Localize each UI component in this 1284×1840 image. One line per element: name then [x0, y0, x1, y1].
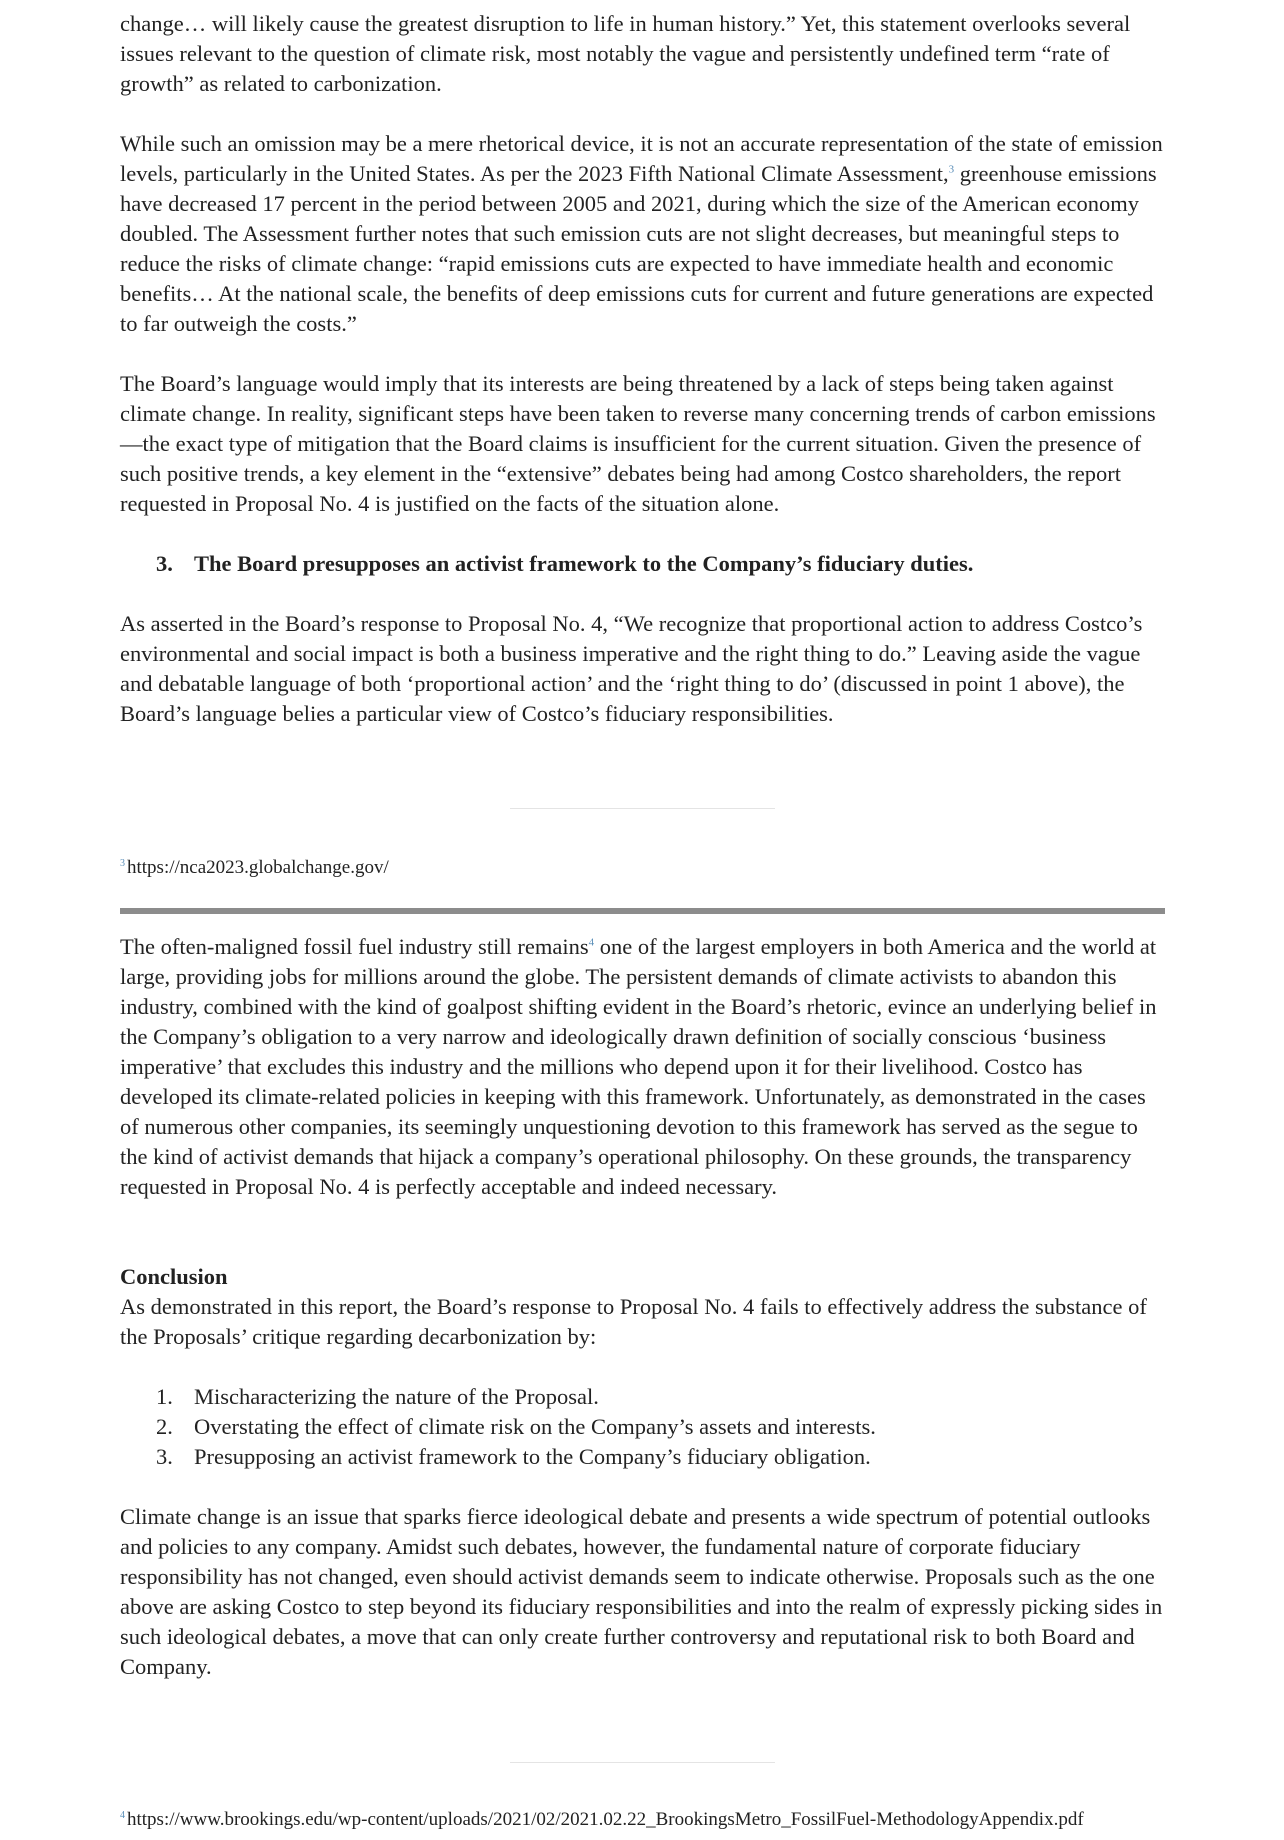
footnote-link[interactable]: https://www.brookings.edu/wp-content/uploads/2021/02/2021.02.22_BrookingsMetro_FossilFuel-MethodologyAppendix.pdf [127, 1809, 1084, 1830]
footnote-link[interactable]: https://nca2023.globalchange.gov/ [127, 857, 389, 878]
list-item-number: 3. [156, 1444, 173, 1469]
footnote-mark: 3 [120, 857, 125, 869]
paragraph-closing: Climate change is an issue that sparks fierce ideological debate and presents a wide spectrum of potential outlooks and policies to any company. Amidst such debates, however, the fundamental nature of corporate fiduciary responsibility has not changed, even should activist demands seem to indicate otherwise. Proposals such as the one above are asking Costco to step beyond its fiduciary responsibilities and into the realm of expressly picking sides in such ideological debates, a move that can only create further controversy and reputational risk to both Board and Company. [120, 1504, 1163, 1679]
paragraph-fiduciary-view: As asserted in the Board’s response to Proposal No. 4, “We recognize that proportional action to address Costco’s environmental and social impact is both a business imperative and the right thing to do.” Leaving aside the vague and debatable language of both ‘proportional action’ and the ‘right thing to do’ (discussed in point 1 above), the Board’s language belies a particular view of Costco’s fiduciary responsibilities. [120, 611, 1143, 726]
list-item-number: 1. [156, 1384, 173, 1409]
list-item-text: Presupposing an activist framework to the Company’s fiduciary obligation. [194, 1444, 871, 1469]
footnote-separator [510, 1762, 775, 1763]
paragraph-rate-of-growth: change… will likely cause the greatest disruption to life in human history.” Yet, this statement overlooks several issues relevant to the question of climate risk, most notably the vague and persistently undefined term “rate of growth” as related to carbonization. [120, 11, 1131, 96]
footnote-reference-4[interactable]: 4 [588, 936, 595, 949]
page-break-divider [120, 908, 1165, 914]
list-item-number: 2. [156, 1414, 173, 1439]
paragraph-emission-levels-part2: greenhouse emissions have decreased 17 percent in the period between 2005 and 2021, during which the size of the American economy doubled. The Assessment further notes that such emission cuts are not slight decreases, but meaningful steps to reduce the risks of climate change: “rapid emissions cuts are expected to have immediate health and economic benefits… At the national scale, the benefits of deep emissions cuts for current and future generations are expected to far outweigh the costs.” [120, 161, 1157, 336]
paragraph-fossil-fuel-part2: one of the largest employers in both America and the world at large, providing jobs for millions around the globe. The persistent demands of climate activists to abandon this industry, combined with the kind of goalpost shifting evident in the Board’s rhetoric, evince an underlying belief in the Company’s obligation to a very narrow and ideologically drawn definition of socially conscious ‘business imperative’ that excludes this industry and the millions who depend upon it for their livelihood. Costco has developed its climate-related policies in keeping with this framework. Unfortunately, as demonstrated in the cases of numerous other companies, its seemingly unquestioning devotion to this framework has served as the segue to the kind of activist demands that hijack a company’s operational philosophy. On these grounds, the transparency requested in Proposal No. 4 is perfectly acceptable and indeed necessary. [120, 934, 1157, 1199]
footnote-mark: 4 [120, 1809, 125, 1821]
list-item [120, 1382, 1165, 1412]
conclusion-heading: Conclusion [120, 1264, 228, 1289]
list-item [120, 1412, 1165, 1442]
section-heading-number: 3. [156, 551, 173, 576]
paragraph-board-language: The Board’s language would imply that its interests are being threatened by a lack of steps being taken against climate change. In reality, significant steps have been taken to reverse many concerning trends of carbon emissions—the exact type of mitigation that the Board claims is insufficient for the current situation. Given the presence of such positive trends, a key element in the “extensive” debates being had among Costco shareholders, the report requested in Proposal No. 4 is justified on the facts of the situation alone. [120, 371, 1156, 516]
conclusion-list [120, 1382, 1165, 1472]
section-heading-text: The Board presupposes an activist framework to the Company’s fiduciary duties. [194, 551, 974, 576]
footnote-4 [120, 1808, 1084, 1832]
list-item [120, 1442, 1165, 1472]
list-item-text: Overstating the effect of climate risk on the Company’s assets and interests. [194, 1414, 876, 1439]
paragraph-emission-levels [120, 129, 1165, 339]
footnote-reference-3[interactable]: 3 [948, 163, 955, 176]
footnote-3 [120, 856, 389, 880]
paragraph-fossil-fuel-industry [120, 932, 1165, 1202]
footnote-separator [510, 808, 775, 809]
list-item-text: Mischaracterizing the nature of the Proposal. [194, 1384, 599, 1409]
conclusion-intro: As demonstrated in this report, the Board’s response to Proposal No. 4 fails to effectively address the substance of the Proposals’ critique regarding decarbonization by: [120, 1294, 1147, 1349]
section-heading-3 [120, 549, 1165, 579]
paragraph-emission-levels-part1: While such an omission may be a mere rhetorical device, it is not an accurate representation of the state of emission levels, particularly in the United States. As per the 2023 Fifth National Climate Assessment, [120, 131, 1163, 186]
paragraph-fossil-fuel-part1: The often-maligned fossil fuel industry still remains [120, 934, 589, 959]
